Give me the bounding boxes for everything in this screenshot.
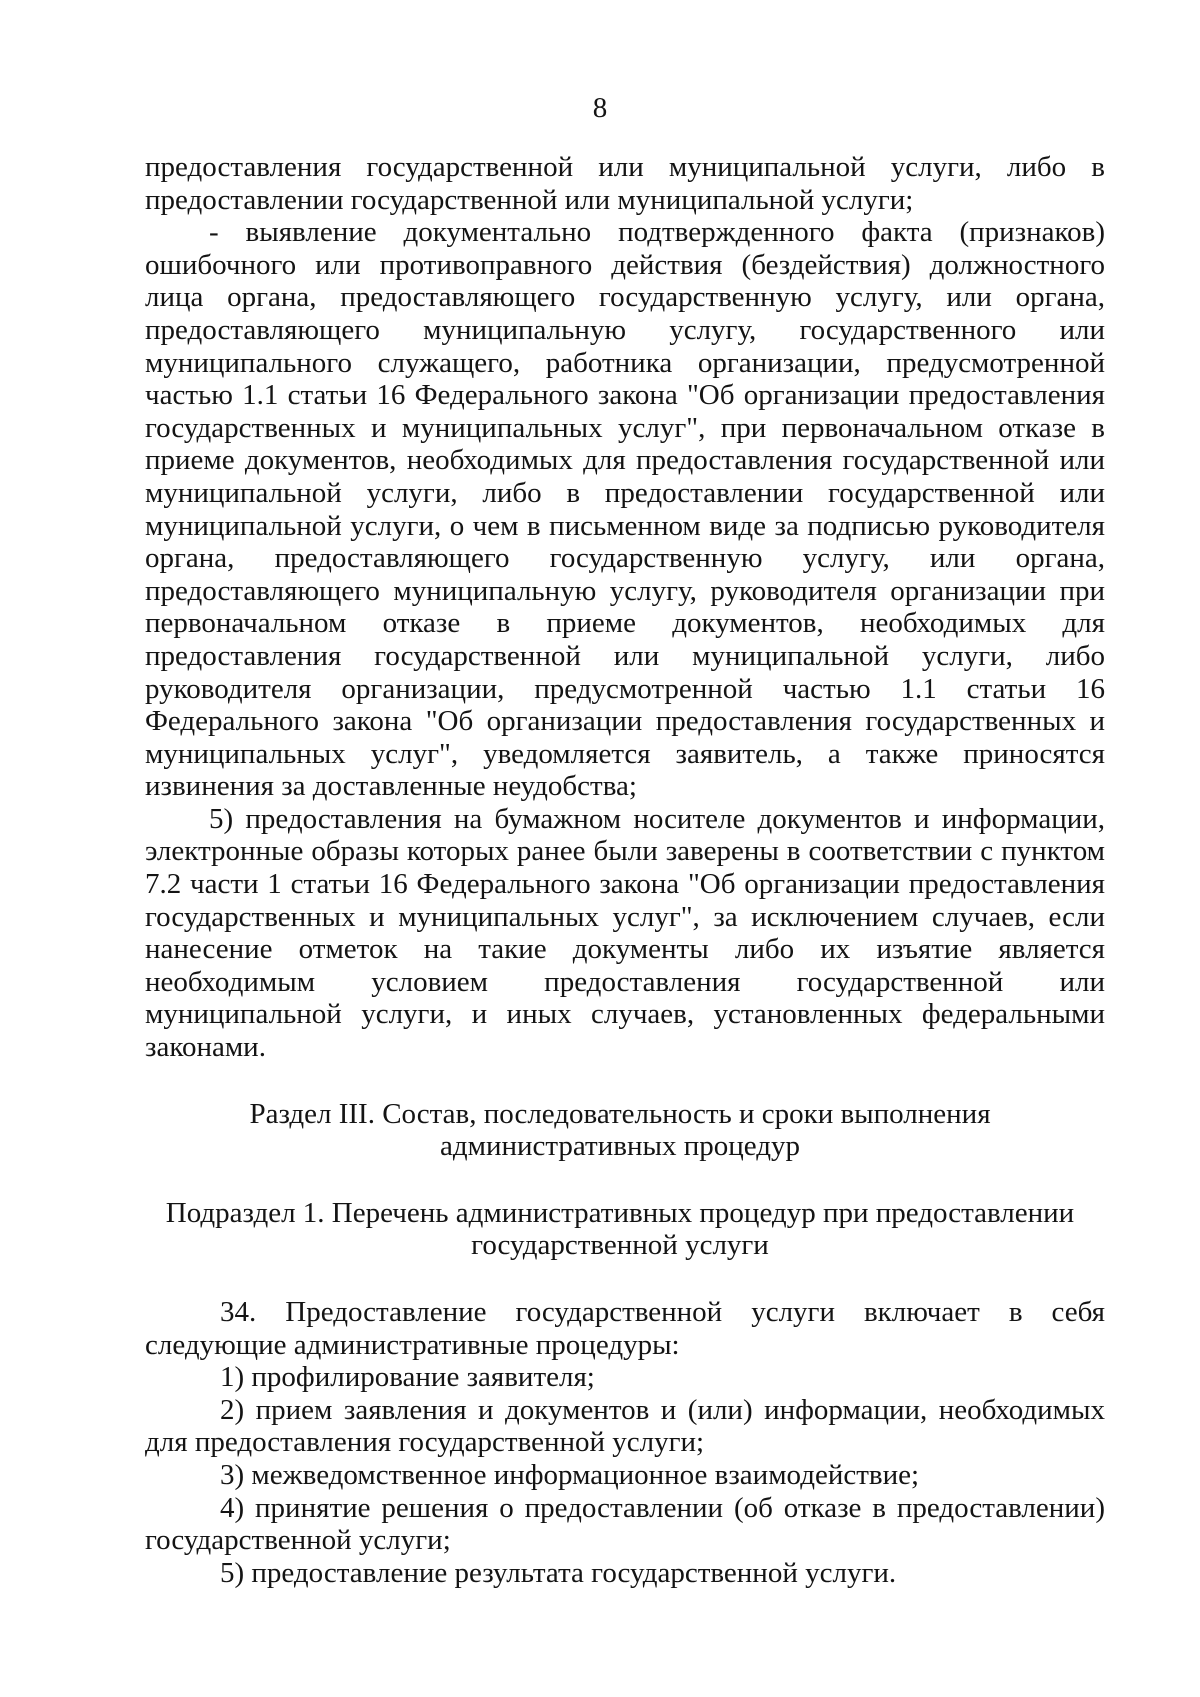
section-heading xyxy=(125,1098,1115,1163)
procedure-item: 4) принятие решения о предоставлении (об отказе в предоставлении) государственной услуги; xyxy=(145,1491,1105,1557)
paragraph-continuation: предоставления государственной или муниципальной услуги, либо в предоставлении государственной или муниципальной услуги; xyxy=(145,151,1105,216)
paragraph-34: 34. Предоставление государственной услуги включает в себя следующие административные процедуры: xyxy=(145,1296,1105,1361)
subsection-heading-line2: государственной услуги xyxy=(471,1229,769,1262)
document-body xyxy=(145,151,1105,1589)
paragraph-item-5: 5) предоставления на бумажном носителе документов и информации, электронные образы которых ранее были заверены в соответствии с пунктом 7.2 части 1 статьи 16 Федерального закона "Об организации предоставления государственных и муниципальных услуг", за исключением случаев, если нанесение отметок на такие документы либо их изъятие является необходимым условием предоставления государственной или муниципальной услуги, и иных случаев, установленных федеральными законами. xyxy=(145,802,1105,1064)
procedure-item: 5) предоставление результата государственной услуги. xyxy=(220,1556,897,1589)
procedure-item: 3) межведомственное информационное взаимодействие; xyxy=(220,1458,920,1491)
section-heading-line2: административных процедур xyxy=(440,1130,800,1163)
paragraph-bullet-identification: - выявление документально подтвержденного факта (признаков) ошибочного или противоправного действия (бездействия) должностного лица органа, предоставляющего государственную услугу, или органа, предоставляющего муниципальную услугу, государственного или муниципального служащего, работника организации, предусмотренной частью 1.1 статьи 16 Федерального закона "Об организации предоставления государственных и муниципальных услуг", при первоначальном отказе в приеме документов, необходимых для предоставления государственной или муниципальной услуги, либо в предоставлении государственной или муниципальной услуги, о чем в письменном виде за подписью руководителя органа, предоставляющего государственную услугу, или органа, предоставляющего муниципальную услугу, руководителя организации при первоначальном отказе в приеме документов, необходимых для предоставления государственной или муниципальной услуги, либо руководителя организации, предусмотренной частью 1.1 статьи 16 Федерального закона "Об организации предоставления государственных и муниципальных услуг", уведомляется заявитель, а также приносятся извинения за доставленные неудобства; xyxy=(145,216,1105,803)
procedure-item: 2) прием заявления и документов и (или) информации, необходимых для предоставления государственной услуги; xyxy=(145,1393,1105,1459)
section-heading-line1: Раздел III. Состав, последовательность и сроки выполнения xyxy=(249,1097,991,1130)
subsection-heading xyxy=(125,1197,1115,1262)
subsection-heading-line1: Подраздел 1. Перечень административных процедур при предоставлении xyxy=(165,1196,1075,1229)
page-number: 8 xyxy=(592,92,608,124)
procedure-item: 1) профилирование заявителя; xyxy=(220,1361,595,1394)
procedures-list xyxy=(145,1361,1105,1589)
